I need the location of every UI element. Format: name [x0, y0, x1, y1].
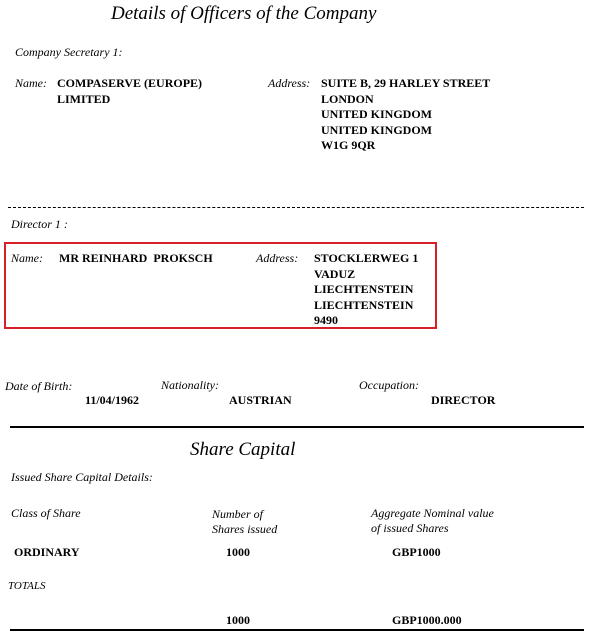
col-aggregate-header [371, 506, 494, 536]
director-name: MR REINHARD PROKSCH [59, 251, 213, 265]
section-divider-dashed [8, 207, 584, 208]
nationality-value: AUSTRIAN [229, 393, 292, 407]
nationality-label: Nationality: [161, 378, 219, 392]
dob-value: 11/04/1962 [85, 393, 140, 407]
director-address [314, 251, 418, 329]
director-name-label: Name: [11, 251, 43, 265]
director-heading: Director 1 : [11, 217, 68, 231]
secretary-address-line: UNITED KINGDOM [321, 122, 433, 137]
director-address-line: LIECHTENSTEIN [314, 297, 414, 312]
secretary-address-line: W1G 9QR [321, 138, 376, 152]
totals-label: TOTALS [8, 580, 46, 592]
secretary-address-line: UNITED KINGDOM [321, 107, 433, 121]
secretary-address-label: Address: [268, 76, 311, 90]
col-number-header-line: Shares issued [212, 522, 278, 536]
section-divider-solid [10, 426, 584, 428]
col-aggregate-header-line: of issued Shares [371, 521, 449, 535]
col-class-header: Class of Share [11, 506, 81, 520]
secretary-name-line: LIMITED [57, 91, 111, 106]
director-address-line: 9490 [314, 313, 338, 327]
director-address-line: STOCKLERWEG 1 [314, 251, 419, 265]
share-aggregate-value: GBP1000 [392, 545, 441, 559]
col-number-header [212, 507, 277, 537]
secretary-name-line: COMPASERVE (EUROPE) [57, 76, 203, 90]
director-address-label: Address: [256, 251, 299, 265]
officers-title: Details of Officers of the Company [111, 3, 377, 24]
totals-value: GBP1000.000 [392, 613, 462, 627]
secretary-address-line: LONDON [321, 91, 374, 106]
col-aggregate-header-line: Aggregate Nominal value [371, 506, 494, 520]
bottom-divider-solid [10, 629, 584, 631]
secretary-address [321, 76, 490, 154]
secretary-heading: Company Secretary 1: [15, 45, 123, 59]
secretary-address-line: SUITE B, 29 HARLEY STREET [321, 76, 491, 90]
occupation-value: DIRECTOR [431, 393, 496, 407]
director-address-line: VADUZ [314, 266, 356, 281]
secretary-name-label: Name: [15, 76, 47, 90]
director-address-line: LIECHTENSTEIN [314, 282, 414, 296]
share-class-value: ORDINARY [14, 545, 80, 559]
totals-number: 1000 [226, 613, 250, 627]
dob-label: Date of Birth: [5, 379, 73, 393]
occupation-label: Occupation: [359, 378, 419, 392]
issued-share-heading: Issued Share Capital Details: [11, 470, 153, 484]
col-number-header-line: Number of [212, 507, 263, 521]
secretary-name [57, 76, 202, 107]
share-number-value: 1000 [226, 545, 250, 559]
share-capital-title: Share Capital [190, 439, 296, 460]
